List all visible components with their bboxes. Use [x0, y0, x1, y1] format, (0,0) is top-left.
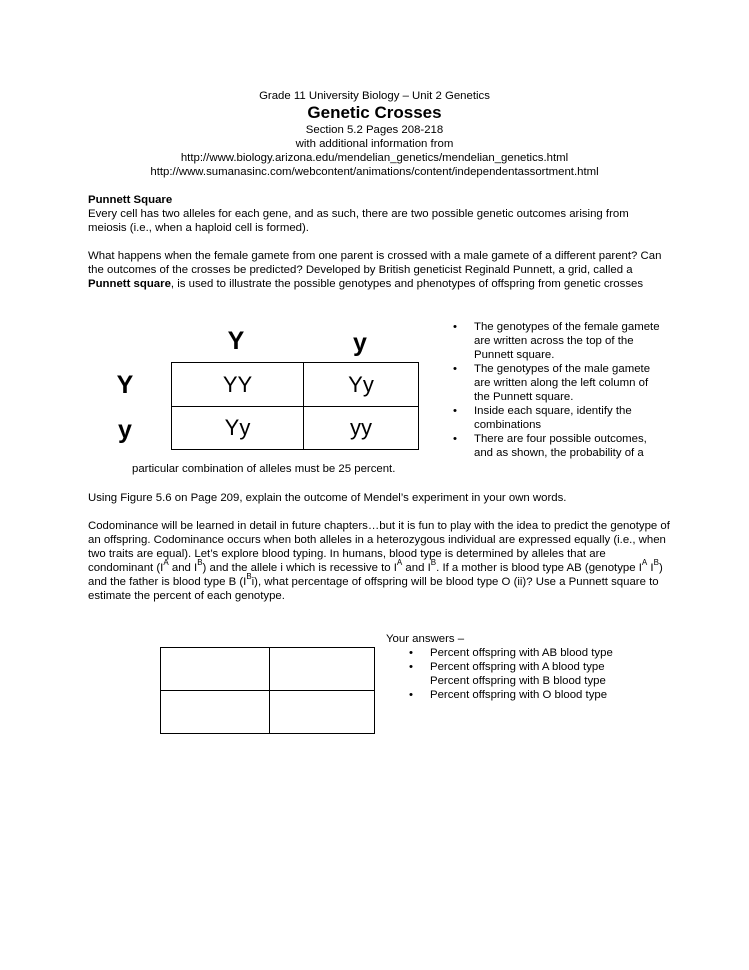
- url-link-1[interactable]: http://www.biology.arizona.edu/mendelian_genetics/mendelian_genetics.html: [180, 152, 569, 164]
- answer-ab: • Percent offspring with AB blood type: [409, 646, 669, 660]
- punnett-para-2: What happens when the female gamete from one parent is crossed with a male gamete of a different parent? Can the outcomes of the crosses be predicted? Developed by British geneticist Reginald Punnett, a grid, called a Punnett square, is used to illustrate the possible genotypes and phenotypes of offspring from genetic crosses: [88, 250, 662, 290]
- row-header-dominant: Y: [116, 371, 134, 399]
- blank-cell[interactable]: [160, 690, 270, 734]
- answer-b: Percent offspring with B blood type: [430, 675, 606, 687]
- cell-Yy-bottom: Yy: [171, 406, 304, 450]
- cell-Yy-top: Yy: [303, 362, 419, 407]
- note-continuation: particular combination of alleles must be 25 percent.: [132, 463, 396, 475]
- note-item: • Inside each square, identify the combinations: [453, 404, 665, 432]
- square-notes-list: [453, 320, 665, 460]
- course-line: Grade 11 University Biology – Unit 2 Genetics: [259, 90, 490, 102]
- answer-o: • Percent offspring with O blood type: [409, 688, 669, 702]
- row-header-recessive: y: [118, 416, 132, 444]
- section-line: Section 5.2 Pages 208-218: [305, 124, 444, 136]
- codominance-paragraph: Codominance will be learned in detail in future chapters…but it is fun to play with the idea to predict the genotype of an offspring. Codominance occurs when both alleles in a heterozygous individual are expressed equally (i.e., when two traits are equal). Let’s explore blood typing. In humans, blood type is determined by alleles that are condominant ($I^A$ and $I^B$) and the allele i which is recessive to $I^A$ and $I^B$. If a mother is blood type AB (genotype $I^A$ $I^B$) and the father is blood type B $(I^Bi)$, what percentage of offspring will be blood type O (ii)? Use a Punnett square to estimate the percent of each genotype.: [88, 520, 670, 602]
- question-mendel: Using Figure 5.6 on Page 209, explain the outcome of Mendel’s experiment in your own words.: [88, 492, 567, 504]
- answer-a: • Percent offspring with A blood type: [409, 660, 669, 674]
- answers-heading: Your answers –: [386, 633, 465, 645]
- punnett-heading: Punnett Square: [88, 194, 173, 206]
- col-header-dominant: Y: [227, 327, 245, 355]
- answers-list: [409, 646, 669, 702]
- additional-info-line: with additional information from: [295, 138, 454, 150]
- cell-yy: yy: [303, 406, 419, 450]
- note-item: • There are four possible outcomes, and as shown, the probability of a: [453, 432, 665, 460]
- col-header-recessive: y: [353, 329, 367, 357]
- note-item: • The genotypes of the female gamete are written across the top of the Punnett square.: [453, 320, 665, 362]
- page-title: Genetic Crosses: [307, 103, 442, 122]
- url-link-2[interactable]: http://www.sumanasinc.com/webcontent/animations/content/independentassortment.html: [150, 166, 599, 178]
- blank-cell[interactable]: [160, 647, 270, 691]
- note-item: • The genotypes of the male gamete are written along the left column of the Punnett square.: [453, 362, 665, 404]
- punnett-para-1: Every cell has two alleles for each gene, and as such, there are two possible genetic outcomes arising from meiosis (i.e., when a haploid cell is formed).: [88, 208, 629, 234]
- blank-cell[interactable]: [269, 647, 375, 691]
- punnett-term: Punnett square: [88, 278, 171, 290]
- blank-cell[interactable]: [269, 690, 375, 734]
- cell-YY: YY: [171, 362, 304, 407]
